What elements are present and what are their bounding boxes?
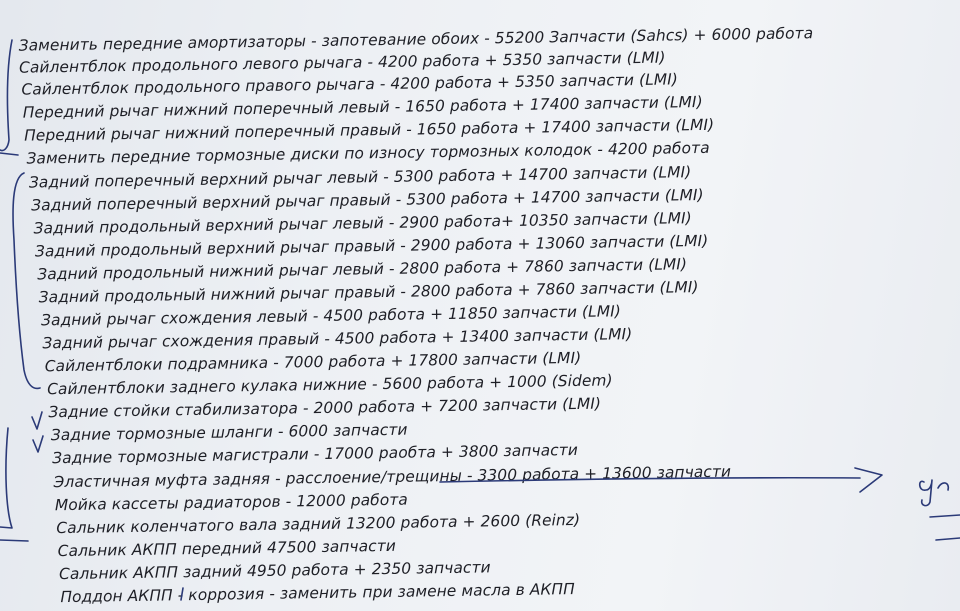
list-item: Сайлентблоки подрамника - 7000 работа + 17800 запчасти (LMI) [44,348,582,376]
list-item: Сальник АКПП задний 4950 работа + 2350 запчасти [58,558,491,584]
list-item: Сайлентблоки заднего кулака нижние - 5600 работа + 1000 (Sidem) [46,371,613,399]
list-item: Заменить передние тормозные диски по износу тормозных колодок - 4200 работа [26,138,710,168]
list-item: Задний поперечный верхний рычаг правый - 5300 работа + 14700 запчасти (LMI) [31,185,704,215]
list-item: Передний рычаг нижний поперечный левый - 1650 работа + 17400 запчасти (LMI) [22,92,703,122]
list-item: Сайлентблок продольного левого рычага - 4200 работа + 5350 запчасти (LMI) [18,48,666,77]
list-item: Задний продольный верхний рычаг правый - 2900 работа + 13060 запчасти (LMI) [34,231,709,261]
list-item: Мойка кассеты радиаторов - 12000 работа [54,490,409,515]
list-item: Задний продольный нижний рычаг левый - 2800 работа + 7860 запчасти (LMI) [37,255,688,284]
list-item: Задние стойки стабилизатора - 2000 работа + 7200 запчасти (LMI) [48,394,602,422]
list-item: Задний продольный нижний рычаг правый - 2800 работа + 7860 запчасти (LMI) [38,278,699,307]
list-item: Задний рычаг схождения левый - 4500 работа + 11850 запчасти (LMI) [40,302,622,330]
list-item: Эластичная муфта задняя - расслоение/трещины - 3300 работа + 13600 запчасти [53,462,732,492]
list-item: Задние тормозные магистрали - 17000 раобта + 3800 запчасти [52,440,579,468]
list-item: Задние тормозные шланги - 6000 запчасти [50,420,408,445]
list-item: Заменить передние амортизаторы - запотевание обоих - 55200 Запчасти (Sahcs) + 6000 работа [18,24,814,55]
list-item: Поддон АКПП - коррозия - заменить при замене масла в АКПП [60,580,575,607]
list-item: Сальник коленчатого вала задний 13200 работа + 2600 (Reinz) [56,510,581,538]
list-item: Задний продольный верхний рычаг левый - 2900 работа+ 10350 запчасти (LMI) [33,209,692,238]
list-item: Задний рычаг схождения правый - 4500 работа + 13400 запчасти (LMI) [42,325,633,353]
list-item: Сальник АКПП передний 47500 запчасти [57,536,397,561]
list-item: Передний рычаг нижний поперечный правый - 1650 работа + 17400 запчасти (LMI) [23,115,715,145]
list-item: Задний поперечный верхний рычаг левый - 5300 работа + 14700 запчасти (LMI) [28,163,692,192]
list-item: Сайлентблок продольного правого рычага - 4200 работа + 5350 запчасти (LMI) [21,70,679,99]
